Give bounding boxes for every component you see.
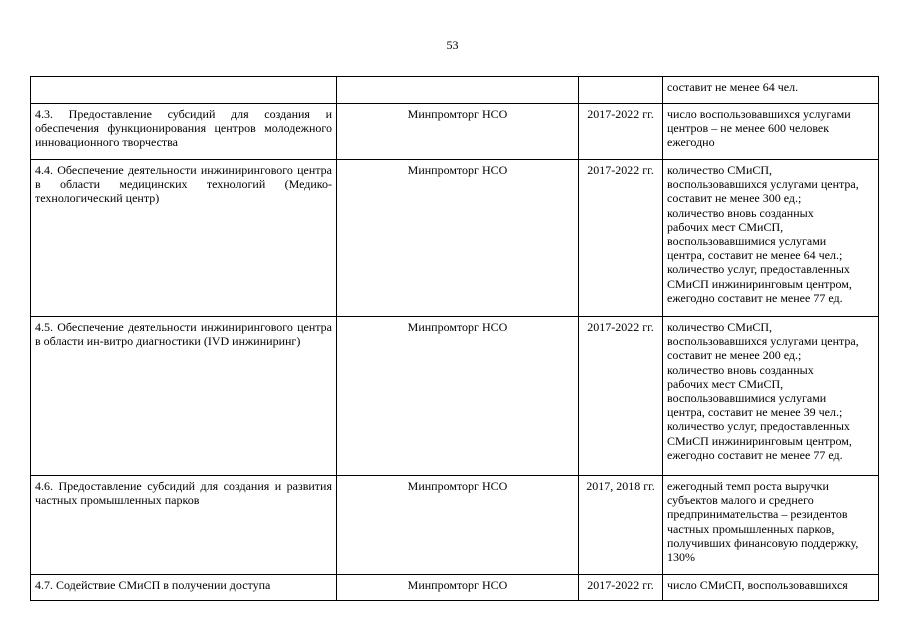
table-row	[31, 160, 879, 317]
activity-name-cell: 4.5. Обеспечение деятельности инжинирингового центра в области ин-витро диагностики (IVD инжиниринг)	[31, 317, 337, 476]
term-cell	[579, 77, 663, 104]
executor-cell: Минпромторг НСО	[337, 160, 579, 317]
table-row	[31, 476, 879, 575]
activity-name-cell: 4.4. Обеспечение деятельности инжинирингового центра в области медицинских технологий (Медико-технологический центр)	[31, 160, 337, 317]
activity-name-cell: 4.3. Предоставление субсидий для создания и обеспечения функционирования центров молодежного инновационного творчества	[31, 104, 337, 160]
executor-cell	[337, 77, 579, 104]
page-number: 53	[446, 38, 459, 52]
executor-cell: Минпромторг НСО	[337, 104, 579, 160]
table-row	[31, 317, 879, 476]
term-cell: 2017, 2018 гг.	[579, 476, 663, 575]
executor-cell: Минпромторг НСО	[337, 575, 579, 601]
result-cell: количество СМиСП, воспользовавшихся услугами центра, составит не менее 200 ед.; количество вновь созданных рабочих мест СМиСП, воспользовавшимися услугами центра, составит не менее 39 чел.; количество услуг, предоставленных СМиСП инжиниринговым центром, ежегодно составит не менее 77 ед.	[663, 317, 879, 476]
table-row	[31, 575, 879, 601]
table-row	[31, 77, 879, 104]
result-cell: ежегодный темп роста выручки субъектов малого и среднего предпринимательства – резидентов частных промышленных парков, получивших финансовую поддержку, 130%	[663, 476, 879, 575]
term-cell: 2017-2022 гг.	[579, 160, 663, 317]
result-cell: количество СМиСП, воспользовавшихся услугами центра, составит не менее 300 ед.; количество вновь созданных рабочих мест СМиСП, воспользовавшимися услугами центра, составит не менее 64 чел.; количество услуг, предоставленных СМиСП инжиниринговым центром, ежегодно составит не менее 77 ед.	[663, 160, 879, 317]
activity-name-cell	[31, 77, 337, 104]
executor-cell: Минпромторг НСО	[337, 476, 579, 575]
term-cell: 2017-2022 гг.	[579, 317, 663, 476]
executor-cell: Минпромторг НСО	[337, 317, 579, 476]
activities-table	[30, 76, 879, 601]
term-cell: 2017-2022 гг.	[579, 575, 663, 601]
table-row	[31, 104, 879, 160]
term-cell: 2017-2022 гг.	[579, 104, 663, 160]
activity-name-cell: 4.6. Предоставление субсидий для создания и развития частных промышленных парков	[31, 476, 337, 575]
result-cell: число СМиСП, воспользовавшихся	[663, 575, 879, 601]
result-cell: составит не менее 64 чел.	[663, 77, 879, 104]
activity-name-cell: 4.7. Содействие СМиСП в получении доступа	[31, 575, 337, 601]
result-cell: число воспользовавшихся услугами центров – не менее 600 человек ежегодно	[663, 104, 879, 160]
